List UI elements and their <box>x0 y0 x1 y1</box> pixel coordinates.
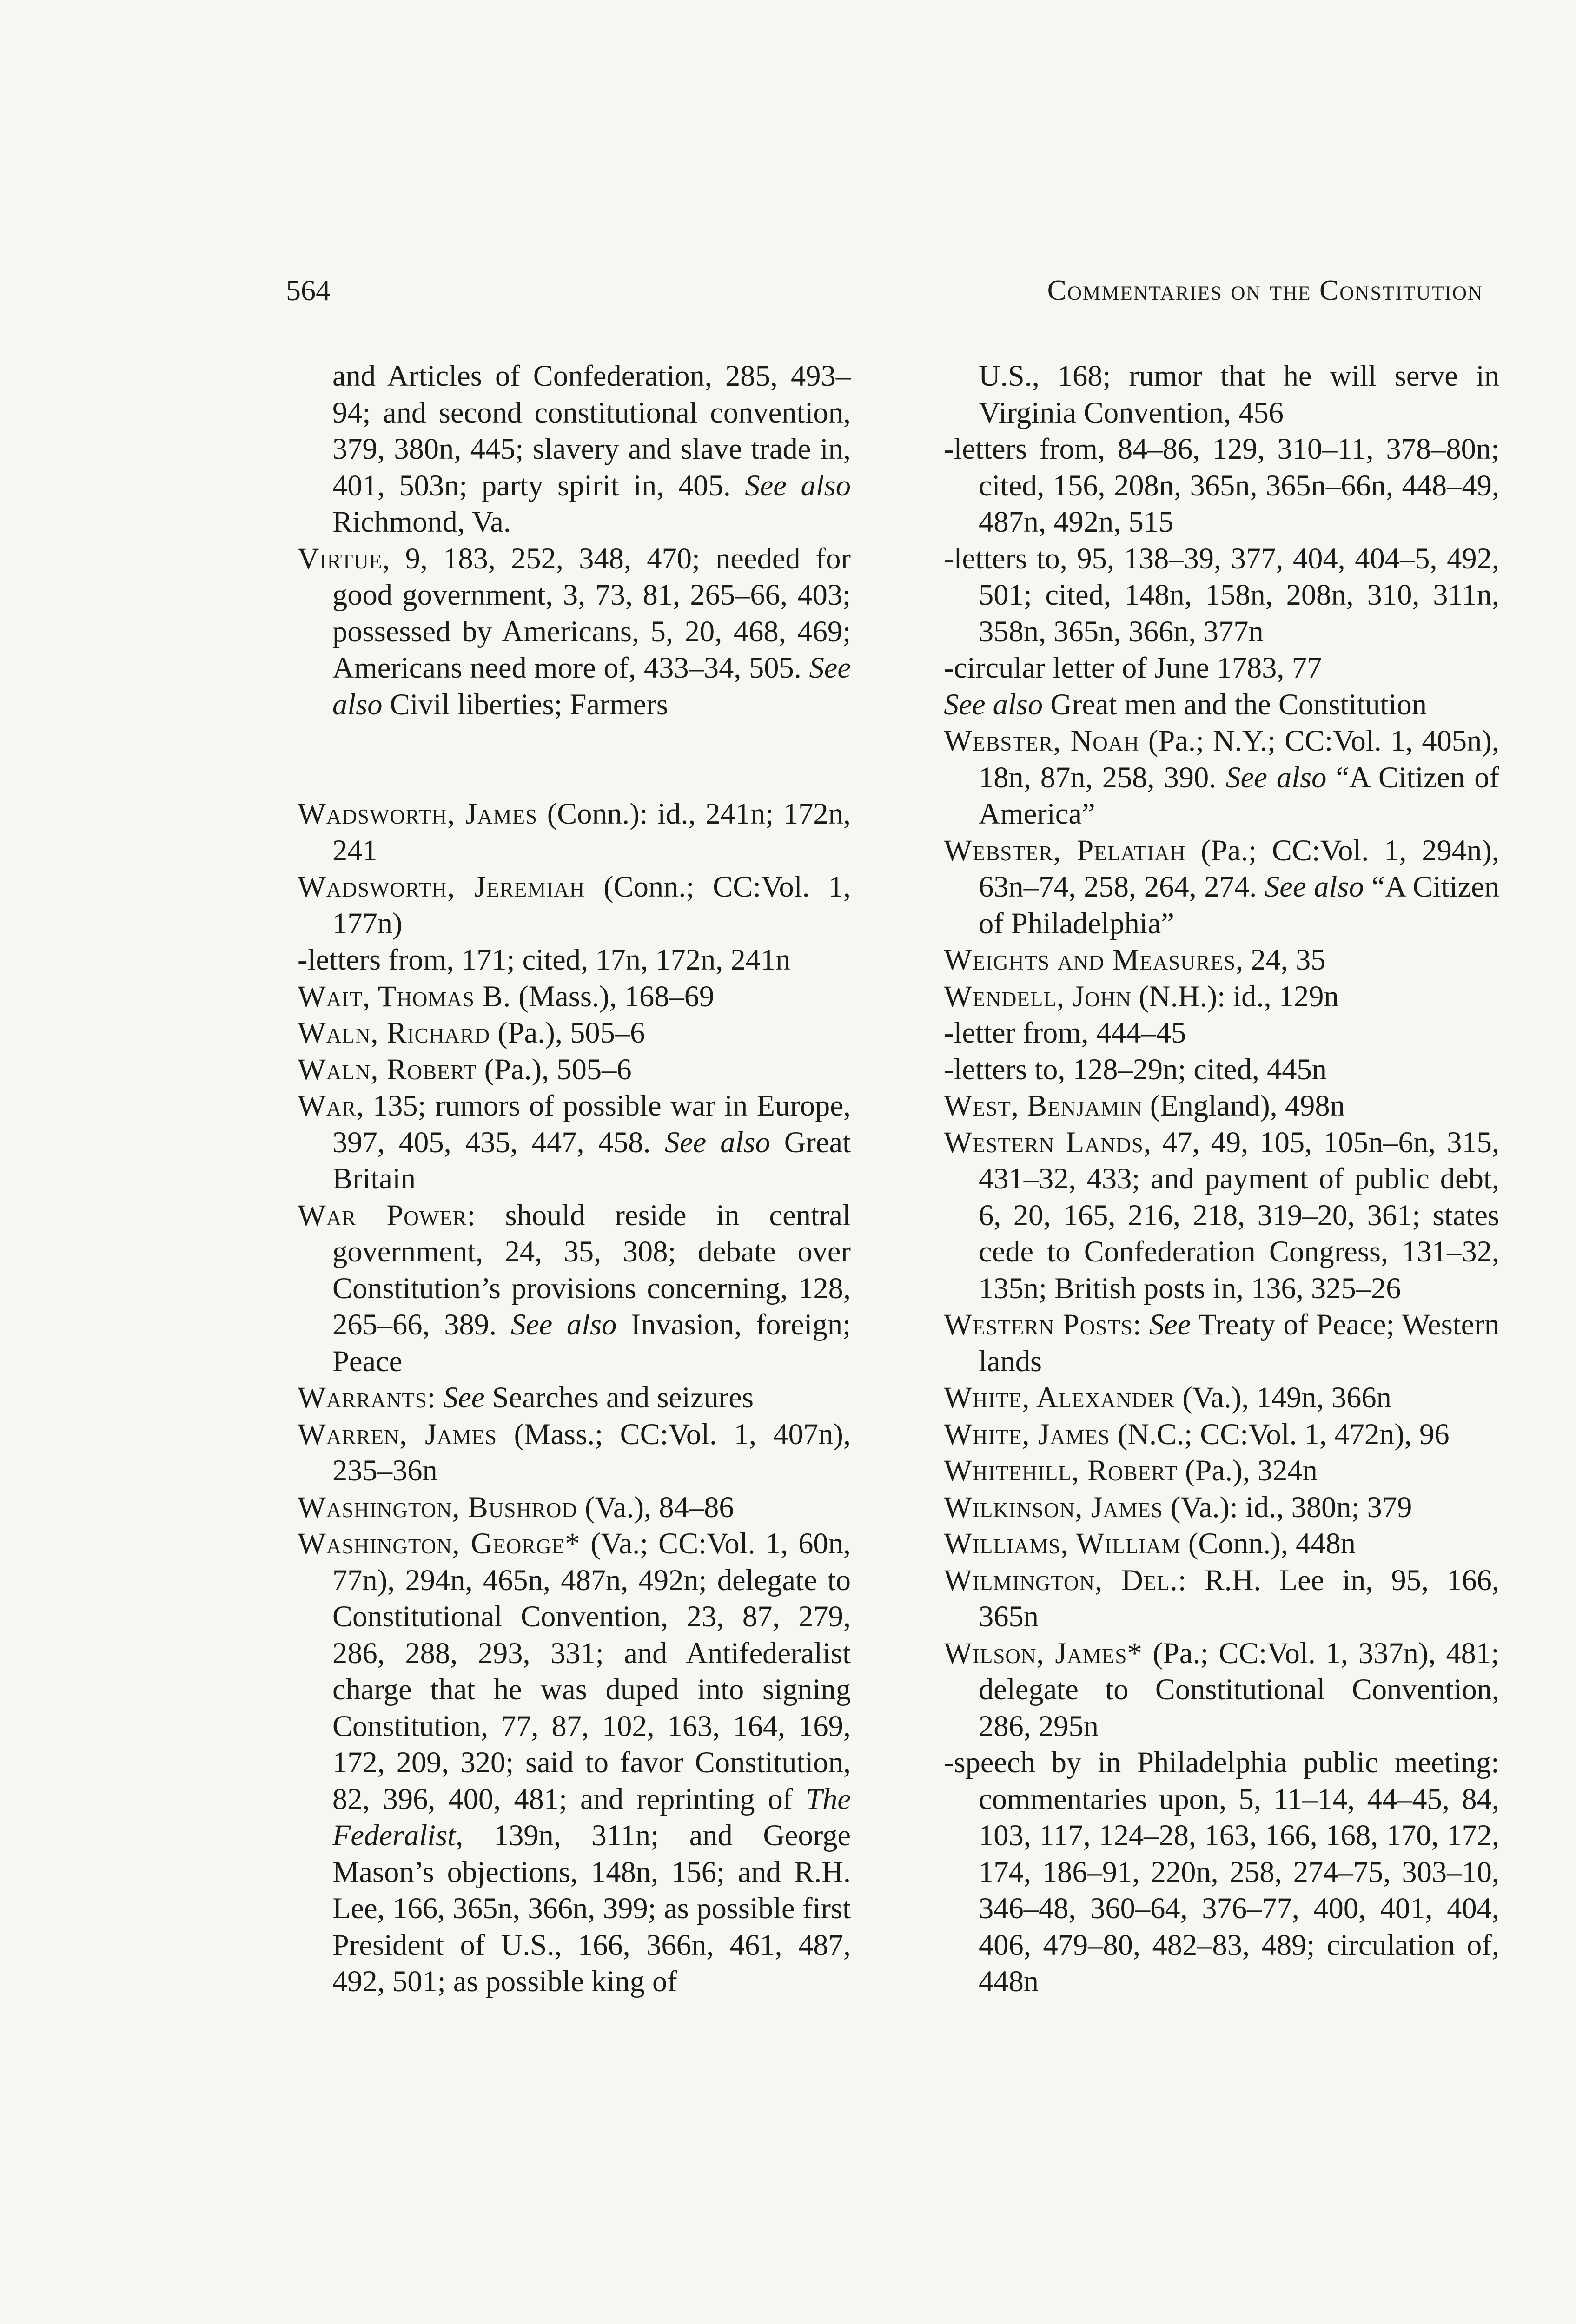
index-entry-continued <box>298 358 851 541</box>
cross-reference: See <box>1149 1308 1191 1341</box>
entry-text: : R.H. Lee in, 95, 166, 365n <box>979 1563 1499 1633</box>
entry-text: (Pa.), 324n <box>1177 1454 1318 1487</box>
index-entry <box>298 1380 851 1416</box>
cross-reference: See also <box>664 1125 770 1159</box>
entry-text: -letters from, 171; cited, 17n, 172n, 241n <box>298 943 791 976</box>
entry-text: , 135; rumors of possible war in Europe, 397, 405, 435, 447, 458. <box>332 1089 851 1159</box>
entry-text: (England), 498n <box>1142 1089 1345 1122</box>
entry-text: (Mass.; CC:Vol. 1, 407n), 235–36n <box>332 1417 851 1487</box>
entry-heading: War <box>298 1089 357 1122</box>
entry-heading: Williams, William <box>944 1527 1181 1560</box>
index-entry <box>944 1051 1499 1088</box>
entry-text: Civil liberties; Farmers <box>382 687 668 721</box>
entry-text: “A Citizen of America” <box>979 760 1500 830</box>
entry-text: Searches and seizures <box>484 1381 754 1414</box>
entry-text: , 24, 35 <box>1236 943 1326 976</box>
index-entry <box>298 1197 851 1380</box>
index-entry <box>298 1525 851 2000</box>
index-entry <box>944 541 1499 650</box>
entry-text: (Conn.; CC:Vol. 1, 177n) <box>332 870 851 940</box>
entry-heading: Wait, Thomas B. <box>298 979 511 1013</box>
entry-text: (Conn.): id., 241n; 172n, 241 <box>332 797 851 867</box>
entry-heading: Wadsworth, Jeremiah <box>298 870 585 903</box>
entry-text: “A Citizen of Philadelphia” <box>979 870 1500 940</box>
entry-text: , 47, 49, 105, 105n–6n, 315, 431–32, 433; and payment of public debt, 6, 20, 165, 216, 218, 319–20, 361; states cede to Confederation Congress, 131–32, 135n; British posts in, 136, 325–26 <box>979 1125 1499 1305</box>
entry-heading: Wilmington, Del. <box>944 1563 1178 1597</box>
index-entry <box>944 1380 1499 1416</box>
index-entry <box>298 1051 851 1088</box>
index-entry <box>944 1489 1499 1526</box>
entry-text: Richmond, Va. <box>332 505 511 538</box>
index-entry <box>944 1744 1499 2000</box>
entry-text: : <box>1132 1308 1149 1341</box>
index-entry <box>944 1307 1499 1380</box>
cross-reference: See also <box>510 1308 617 1341</box>
entry-text: (Va.; CC:Vol. 1, 60n, 77n), 294n, 465n, 487n, 492n; delegate to Constitutional Convention, 23, 87, 279, 286, 288, 293, 331; and Antifederalist charge that he was duped into signing Constitution, 77, 87, 102, 163, 164, 169, 172, 209, 320; said to favor Constitution, 82, 396, 400, 481; and reprinting of <box>332 1527 851 1816</box>
entry-text: (Conn.), 448n <box>1180 1527 1356 1560</box>
index-entry <box>944 978 1499 1015</box>
entry-heading: Washington, George* <box>298 1527 581 1560</box>
index-entry <box>944 1452 1499 1489</box>
running-head <box>286 272 1483 309</box>
index-entry <box>298 978 851 1015</box>
index-entry <box>298 541 851 723</box>
index-entry <box>944 1088 1499 1124</box>
entry-text: Invasion, foreign; Peace <box>332 1308 851 1378</box>
index-column-left <box>298 358 851 2000</box>
entry-heading: White, Alexander <box>944 1381 1175 1414</box>
index-entry-continued <box>944 358 1499 431</box>
index-entry <box>298 1088 851 1197</box>
entry-text: (Pa.), 505–6 <box>490 1016 645 1049</box>
entry-text: Great men and the Constitution <box>1043 687 1427 721</box>
entry-heading: Warren, James <box>298 1417 497 1451</box>
index-entry <box>944 687 1499 723</box>
index-entry <box>298 1489 851 1526</box>
entry-heading: Wilkinson, James <box>944 1490 1163 1524</box>
entry-text: (Va.): id., 380n; 379 <box>1163 1490 1412 1524</box>
entry-heading: Waln, Richard <box>298 1016 490 1049</box>
entry-text: : should reside in central government, 24, 35, 308; debate over Constitution’s provisions concerning, 128, 265–66, 389. <box>332 1198 851 1341</box>
cross-reference: See also <box>1264 870 1364 903</box>
entry-text: (Pa.; N.Y.; CC:Vol. 1, 405n), 18n, 87n, 258, 390. <box>979 724 1499 794</box>
index-entry <box>944 431 1499 541</box>
entry-text: , 9, 183, 252, 348, 470; needed for good government, 3, 73, 81, 265–66, 403; possessed by Americans, 5, 20, 468, 469; Americans need more of, 433–34, 505. <box>332 541 851 684</box>
entry-text: U.S., 168; rumor that he will serve in Virginia Convention, 456 <box>979 359 1499 429</box>
index-entry <box>298 869 851 942</box>
entry-text: (Va.), 84–86 <box>577 1490 734 1524</box>
index-entry <box>944 1525 1499 1562</box>
cross-reference: The Federalist <box>332 1782 851 1852</box>
index-entry <box>944 1416 1499 1453</box>
entry-text: (N.C.; CC:Vol. 1, 472n), 96 <box>1110 1417 1450 1451</box>
index-column-right <box>944 358 1499 2000</box>
entry-text: (N.H.): id., 129n <box>1131 979 1339 1013</box>
entry-heading: War Power <box>298 1198 467 1232</box>
index-entry <box>944 723 1499 832</box>
entry-text: (Va.), 149n, 366n <box>1175 1381 1391 1414</box>
entry-heading: Waln, Robert <box>298 1052 477 1086</box>
entry-text: and Articles of Confederation, 285, 493–94; and second constitutional convention, 379, 380n, 445; slavery and slave trade in, 401, 503n; party spirit in, 405. <box>332 359 851 502</box>
entry-text: (Pa.; CC:Vol. 1, 294n), 63n–74, 258, 264, 274. <box>979 833 1499 903</box>
entry-heading: Whitehill, Robert <box>944 1454 1178 1487</box>
page-number: 564 <box>286 274 331 307</box>
entry-heading: Washington, Bushrod <box>298 1490 577 1524</box>
entry-heading: Virtue <box>298 541 383 575</box>
index-entry <box>944 1124 1499 1307</box>
entry-heading: Webster, Noah <box>944 724 1139 757</box>
entry-text: , 139n, 311n; and George Mason’s objections, 148n, 156; and R.H. Lee, 166, 365n, 366n, 399; as possible first President of U.S., 166, 366n, 461, 487, 492, 501; as possible king of <box>332 1819 851 1998</box>
entry-text: -letters from, 84–86, 129, 310–11, 378–80n; cited, 156, 208n, 365n, 365n–66n, 448–49, 487n, 492n, 515 <box>944 432 1499 538</box>
entry-text: Great Britain <box>332 1125 851 1195</box>
running-title: Commentaries on the Constitution <box>1047 275 1483 306</box>
entry-text: (Pa.), 505–6 <box>477 1052 632 1086</box>
entry-heading: Wendell, John <box>944 979 1132 1013</box>
cross-reference: See also <box>1225 760 1327 794</box>
index-entry <box>298 796 851 869</box>
index-entry <box>944 650 1499 687</box>
entry-text: -letters to, 95, 138–39, 377, 404, 404–5, 492, 501; cited, 148n, 158n, 208n, 310, 311n, 358n, 365n, 366n, 377n <box>944 541 1499 648</box>
entry-text: -letter from, 444–45 <box>944 1016 1186 1049</box>
entry-heading: Wadsworth, James <box>298 797 538 830</box>
cross-reference: See also <box>332 651 851 721</box>
index-entry <box>944 1635 1499 1745</box>
entry-text: : <box>427 1381 443 1414</box>
cross-reference: See <box>443 1381 485 1414</box>
entry-text: (Mass.), 168–69 <box>511 979 715 1013</box>
entry-heading: Wilson, James* <box>944 1636 1143 1670</box>
entry-heading: Western Posts <box>944 1308 1133 1341</box>
index-entry <box>298 1416 851 1489</box>
section-gap <box>298 723 851 796</box>
index-entry <box>298 1015 851 1051</box>
entry-text: -letters to, 128–29n; cited, 445n <box>944 1052 1327 1086</box>
entry-heading: Webster, Pelatiah <box>944 833 1186 867</box>
entry-text: -circular letter of June 1783, 77 <box>944 651 1322 684</box>
index-entry <box>944 832 1499 942</box>
entry-heading: White, James <box>944 1417 1110 1451</box>
entry-heading: Weights and Measures <box>944 943 1236 976</box>
index-entry <box>298 942 851 978</box>
entry-text: Treaty of Peace; Western lands <box>979 1308 1500 1378</box>
cross-reference: See also <box>944 687 1043 721</box>
index-entry <box>944 1562 1499 1635</box>
entry-heading: Western Lands <box>944 1125 1144 1159</box>
entry-heading: Warrants <box>298 1381 427 1414</box>
cross-reference: See also <box>745 469 851 502</box>
entry-text: -speech by in Philadelphia public meeting: commentaries upon, 5, 11–14, 44–45, 84, 103, 117, 124–28, 163, 166, 168, 170, 172, 174, 186–91, 220n, 258, 274–75, 303–10, 346–48, 360–64, 376–77, 400, 401, 404, 406, 479–80, 482–83, 489; circulation of, 448n <box>944 1746 1499 1998</box>
index-entry <box>944 942 1499 978</box>
entry-text: (Pa.; CC:Vol. 1, 337n), 481; delegate to Constitutional Convention, 286, 295n <box>979 1636 1500 1743</box>
index-entry <box>944 1015 1499 1051</box>
entry-heading: West, Benjamin <box>944 1089 1143 1122</box>
